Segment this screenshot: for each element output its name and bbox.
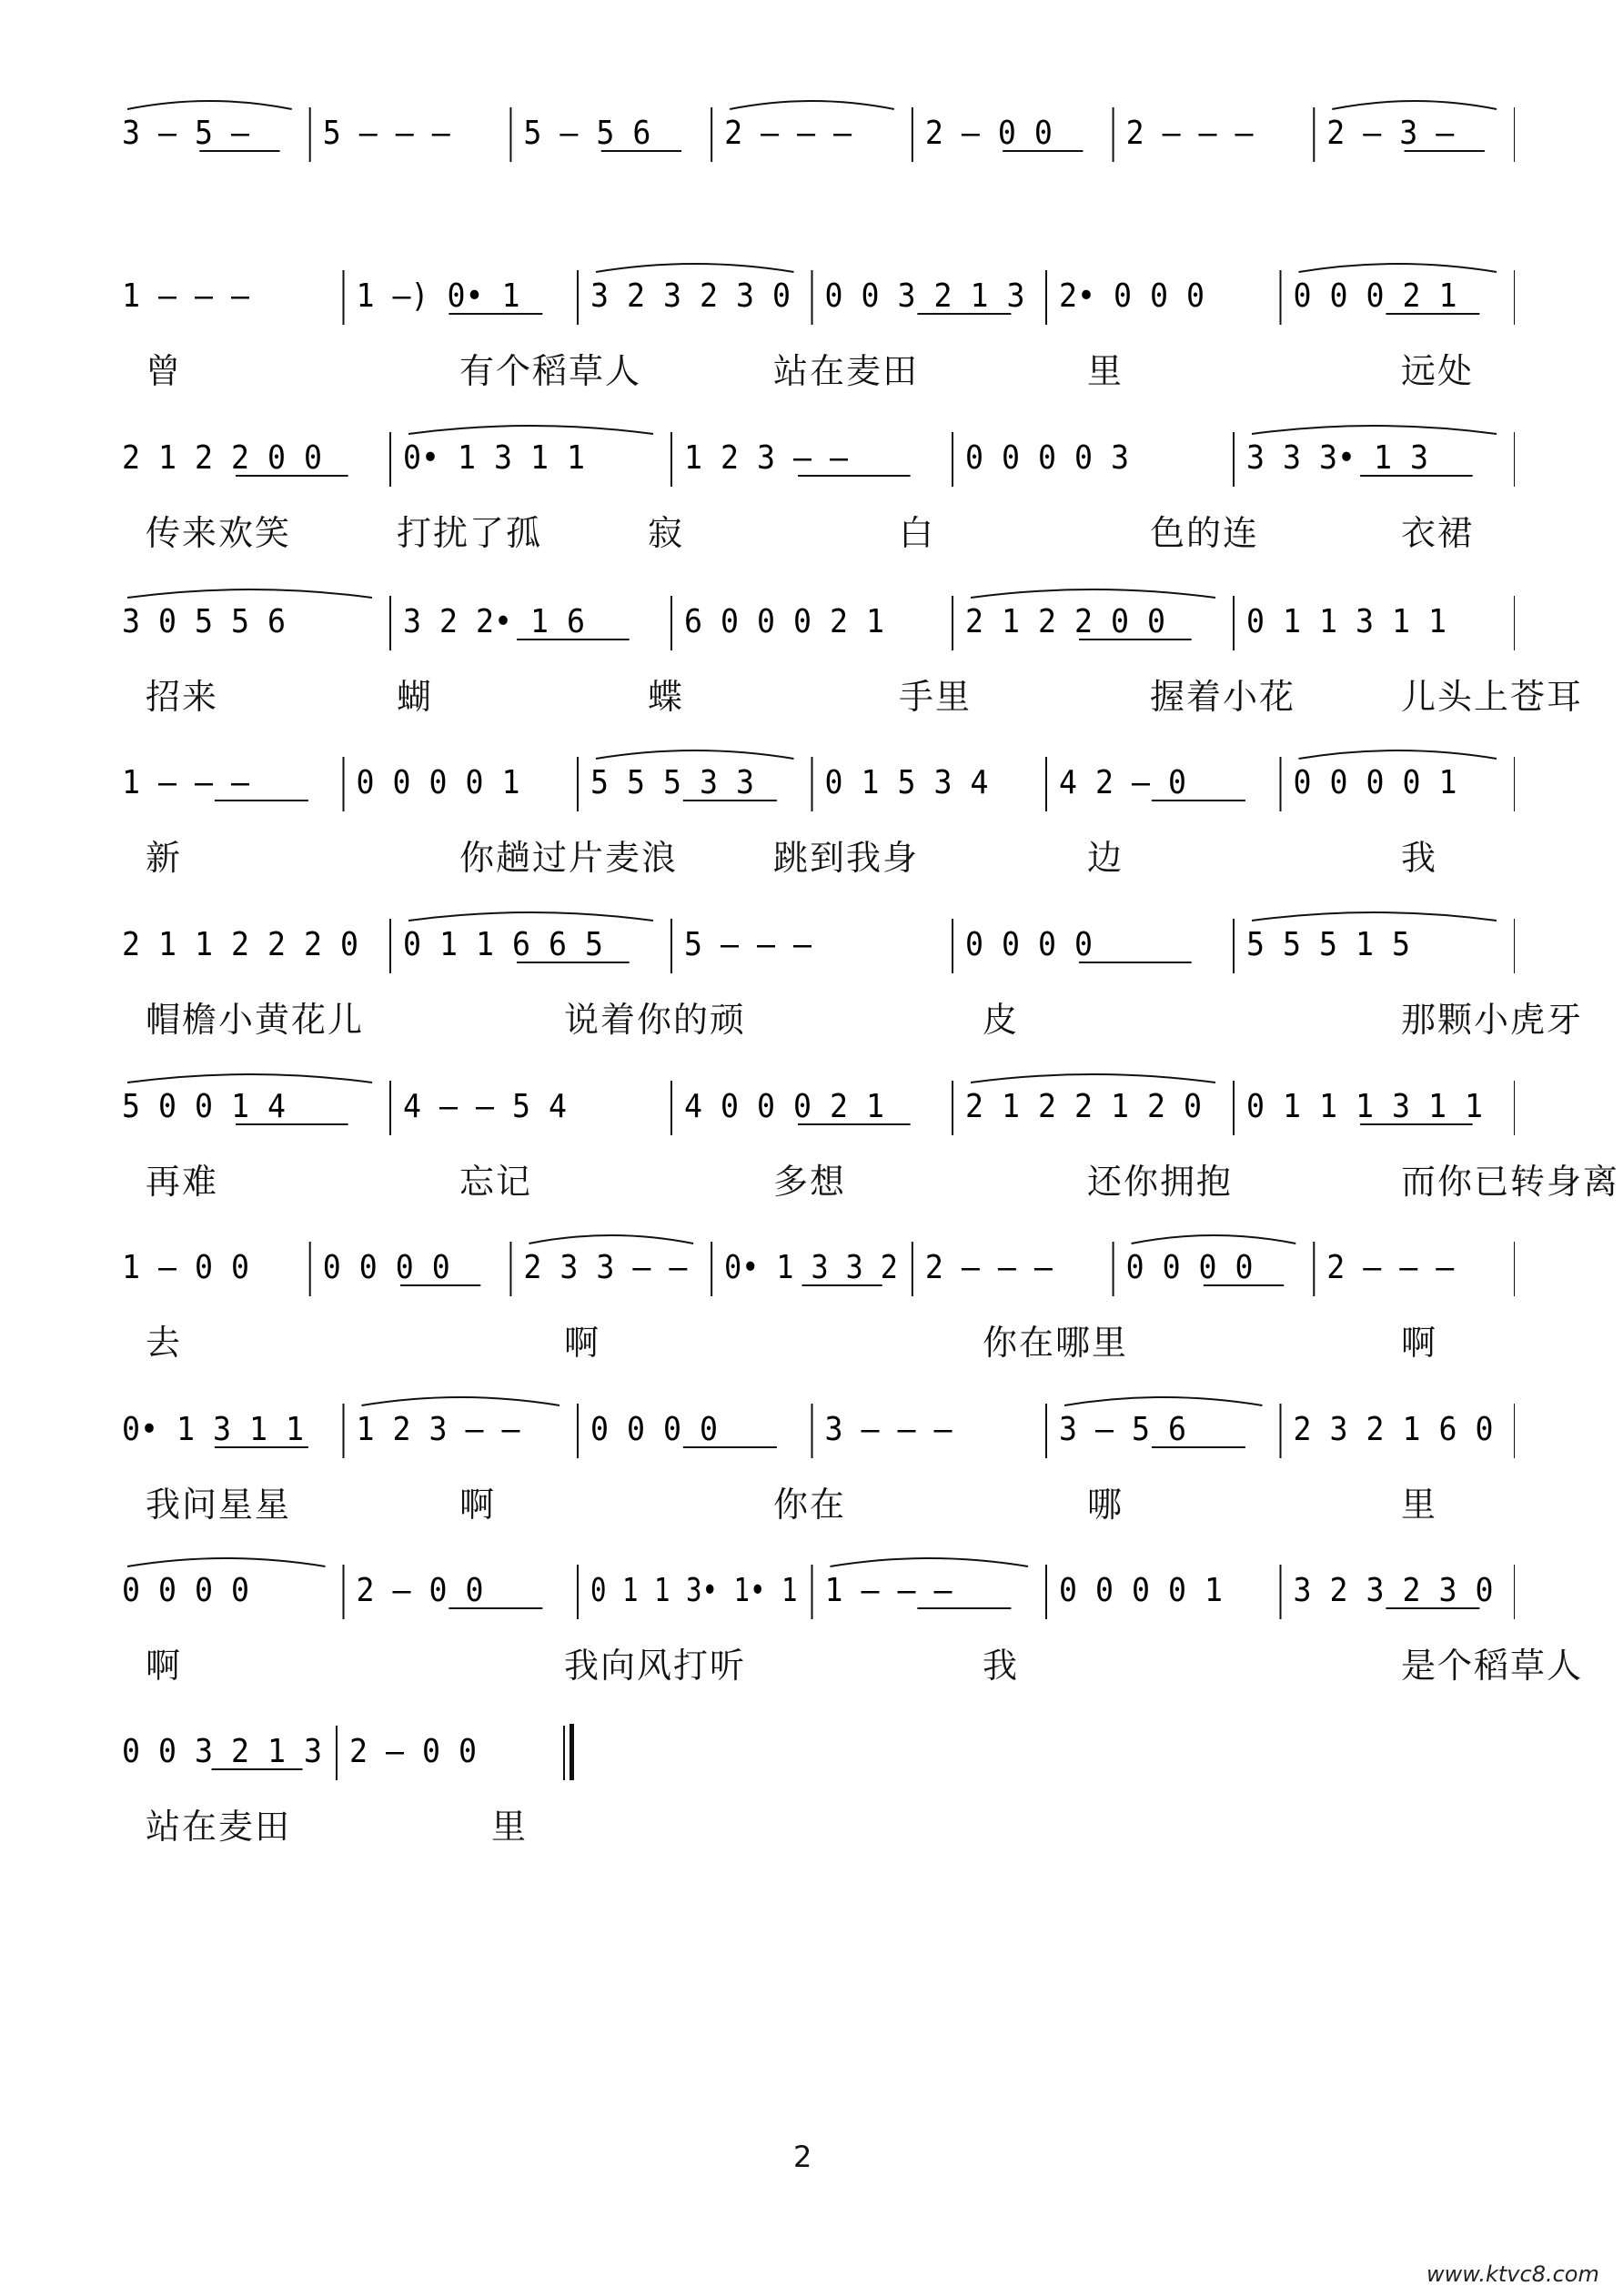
lyric-phrase: 你在 [773,1485,847,1525]
bar-notes: 3 – 5 – [122,115,250,152]
bar-notes: 0 1 1 6 6 5 [403,926,603,963]
lyric-phrase: 啊 [1401,1323,1438,1363]
bar-notes: 0 0 0 0 1 [1059,1572,1223,1609]
lyric-phrase: 衣裙 [1401,513,1475,553]
bar-notes: 0 0 0 2 1 [1293,277,1457,315]
bar-notes: 2• 0 0 0 [1059,277,1205,315]
bar-notes: 5 – 5 6 [523,115,651,152]
lyric-phrase: 里 [1401,1485,1438,1525]
slur-arc [831,1558,1029,1566]
slur-arc [127,589,372,598]
lyric-phrase: 你在哪里 [983,1323,1129,1363]
lyric-phrase: 还你拥抱 [1087,1162,1234,1202]
lyrics-line [109,1153,1620,1202]
lyric-phrase: 忘记 [459,1162,533,1202]
lyric-phrase: 啊 [564,1323,601,1363]
lyrics-line [109,1476,1515,1525]
bar-notes: 5 – – – [322,115,451,152]
bar-notes: 3 – – – [824,1411,953,1448]
bar-notes: 0 0 0 0 1 [356,764,520,801]
lyric-phrase: 而你已转身离 [1401,1162,1620,1202]
bar-notes: 0 1 5 3 4 [824,764,989,801]
bar-notes: 3 0 5 5 6 [122,603,286,640]
bar-notes: 5 – – – [684,926,812,963]
slur-arc [1252,912,1497,921]
bar-notes: 0 0 3 2 1 3 [122,1733,322,1770]
slur-arc [127,1074,372,1083]
notation-line [109,1556,1515,1634]
bar-notes: 2 – – – [1125,115,1254,152]
notation-line [109,261,1515,339]
bar-notes: 2 – 0 0 [924,115,1053,152]
notation-line [109,910,1515,988]
bar-notes: 2 – – – [1326,1249,1455,1286]
lyrics-line [109,505,1515,553]
notation-line [109,748,1515,826]
bar-notes: 0 0 0 0 [322,1249,450,1286]
lyrics-line [109,830,1515,878]
lyric-phrase: 我 [1401,838,1438,878]
bar-notes: 0 1 1 3• 1• 1 [590,1572,798,1609]
lyric-phrase: 你趟过片麦浪 [459,838,679,878]
bar-notes: 1 – – – [824,1572,953,1609]
bar-notes: 0• 1 3 3 2 [724,1249,898,1286]
lyric-phrase: 白 [899,513,936,553]
bar-notes: 5 5 5 3 3 [590,764,754,801]
bar-notes: 5 5 5 1 5 [1246,926,1410,963]
lyric-phrase: 色的连 [1150,513,1260,553]
slur-arc [1064,1397,1263,1405]
lyric-phrase: 有个稻草人 [459,351,642,391]
slur-arc [408,426,653,434]
lyric-phrase: 蝴 [397,677,434,717]
lyric-phrase: 再难 [146,1162,219,1202]
bar-notes: 0 0 0 0 3 [965,439,1129,477]
page-number: 2 [793,2140,812,2174]
lyric-phrase: 那颗小虎牙 [1401,1000,1584,1040]
notation-line [109,1395,1515,1473]
lyric-phrase: 啊 [146,1646,183,1686]
lyrics-line [109,1798,1515,1847]
notation-line [109,587,1515,665]
lyric-phrase: 蝶 [648,677,685,717]
notation-line [109,1717,1515,1795]
lyric-phrase: 招来 [146,677,219,717]
bar-notes: 3 2 3 2 3 0 [590,277,791,315]
slur-arc [127,101,292,109]
lyric-phrase: 寂 [648,513,685,553]
slur-arc [529,1235,693,1244]
bar-notes: 0 0 0 0 [590,1411,718,1448]
notation-line [109,98,1515,176]
bar-notes: 3 – 5 6 [1059,1411,1186,1448]
lyric-phrase: 手里 [899,677,973,717]
slur-arc [1132,1235,1296,1244]
bar-notes: 2 1 1 2 2 2 0 [122,926,358,963]
bar-notes: 3 3 3• 1 3 [1246,439,1428,477]
bar-notes: 5 0 0 1 4 [122,1088,286,1125]
lyric-phrase: 多想 [773,1162,847,1202]
lyric-phrase: 里 [491,1807,529,1847]
lyric-phrase: 握着小花 [1150,677,1296,717]
final-barline [570,1724,574,1780]
slur-arc [596,750,794,759]
bar-notes: 3 2 3 2 3 0 [1293,1572,1494,1609]
lyrics-line [109,180,1515,226]
slur-arc [730,101,894,109]
bar-notes: 2 1 2 2 1 2 0 [965,1088,1202,1125]
slur-arc [596,264,794,272]
lyric-phrase: 说着你的顽 [564,1000,747,1040]
lyric-phrase: 里 [1087,351,1124,391]
slur-arc [127,1558,326,1566]
bar-notes: 0 1 1 3 1 1 [1246,603,1447,640]
bar-notes: 0 0 0 0 [1125,1249,1254,1286]
bar-notes: 2 – 0 0 [349,1733,477,1770]
bar-notes: 4 0 0 0 2 1 [684,1088,884,1125]
lyric-phrase: 帽檐小黄花儿 [146,1000,365,1040]
bar-notes: 4 2 – 0 [1059,764,1186,801]
notation-line [109,1072,1515,1150]
bar-notes: 2 – – – [724,115,852,152]
bar-notes: 1 2 3 – – [684,439,849,477]
lyrics-line [109,343,1515,391]
bar-notes: 0• 1 3 1 1 [122,1411,304,1448]
bar-notes: 1 – 0 0 [122,1249,249,1286]
bar-notes: 0 0 3 2 1 3 [824,277,1025,315]
slur-arc [1332,101,1497,109]
slur-arc [362,1397,560,1405]
lyric-phrase: 远处 [1401,351,1475,391]
bar-notes: 6 0 0 0 2 1 [684,603,884,640]
lyric-phrase: 传来欢笑 [146,513,292,553]
slur-arc [1299,750,1497,759]
bar-notes: 0 1 1 1 3 1 1 [1246,1088,1483,1125]
lyric-phrase: 曾 [146,351,183,391]
lyric-phrase: 儿头上苍耳 [1401,677,1584,717]
bar-notes: 2 1 2 2 0 0 [965,603,1165,640]
slur-arc [408,912,653,921]
bar-notes: 2 – 0 0 [356,1572,484,1609]
lyric-phrase: 我 [983,1646,1020,1686]
lyrics-line [109,1637,1584,1686]
bar-notes: 0 0 0 0 [122,1572,249,1609]
lyric-phrase: 我向风打听 [564,1646,747,1686]
bar-notes: 2 3 3 – – [523,1249,688,1286]
bar-notes: 0 0 0 0 [965,926,1093,963]
lyric-phrase: 站在麦田 [773,351,920,391]
lyrics-line [109,1314,1515,1363]
lyric-phrase: 我问星星 [146,1485,292,1525]
bar-notes: 4 – – 5 4 [403,1088,567,1125]
lyric-phrase: 去 [146,1323,183,1363]
bar-notes: 0 0 0 0 1 [1293,764,1457,801]
slur-arc [971,1074,1215,1083]
site-watermark[interactable]: www.ktvc8.com [1426,2261,1599,2287]
lyric-phrase: 皮 [983,1000,1020,1040]
bar-notes: 2 – 3 – [1326,115,1455,152]
lyric-phrase: 边 [1087,838,1124,878]
notation-line [109,423,1515,501]
slur-arc [1299,264,1497,272]
lyric-phrase: 打扰了孤 [397,513,543,553]
notation-line [109,1233,1515,1311]
bar-notes: 1 – – – [122,277,250,315]
bar-notes: 2 1 2 2 0 0 [122,439,322,477]
bar-notes: 0• 1 3 1 1 [403,439,585,477]
bar-notes: 3 2 2• 1 6 [403,603,585,640]
lyric-phrase: 哪 [1087,1485,1124,1525]
bar-notes: 2 – – – [924,1249,1053,1286]
lyric-phrase: 新 [146,838,183,878]
slur-arc [1252,426,1497,434]
bar-notes: 2 3 2 1 6 0 [1293,1411,1494,1448]
lyric-phrase: 是个稻草人 [1401,1646,1584,1686]
lyric-phrase: 啊 [459,1485,497,1525]
slur-arc [971,589,1215,598]
bar-notes: 1 – – – [122,764,250,801]
bar-notes: 1 –) 0• 1 [356,277,520,315]
lyrics-line [109,669,1584,717]
bar-notes: 1 2 3 – – [356,1411,520,1448]
lyrics-line [109,992,1584,1040]
lyric-phrase: 站在麦田 [146,1807,292,1847]
lyric-phrase: 跳到我身 [773,838,920,878]
